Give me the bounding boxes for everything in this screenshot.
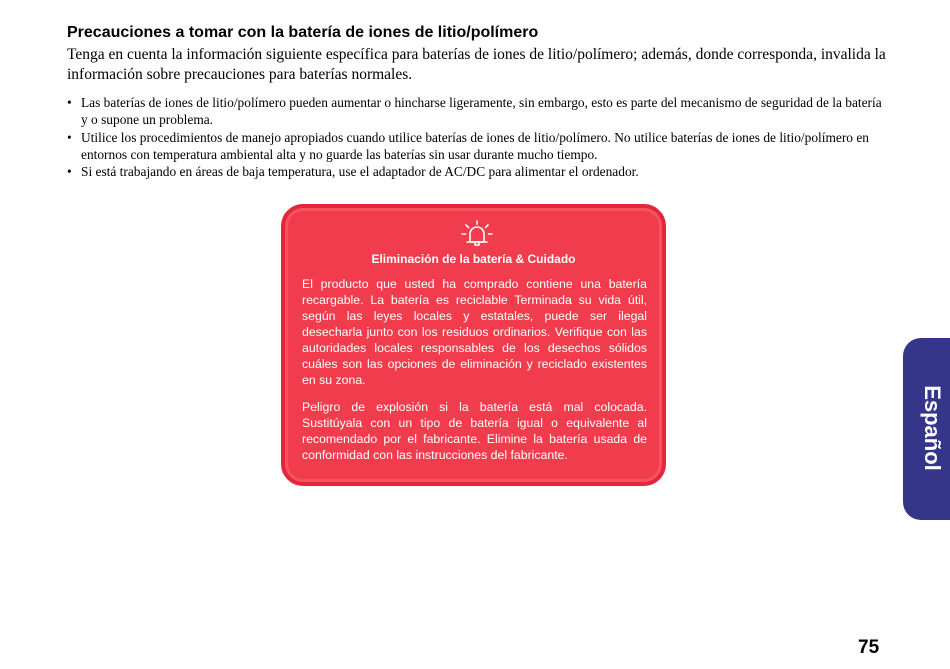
bullet-marker: • bbox=[67, 95, 72, 110]
language-tab-label: Español bbox=[920, 385, 945, 471]
callout-paragraph-explosion: Peligro de explosión si la batería está mal colocada. Sustitúyala con un tipo de batería igual o equivalente al recomendado por el fabricante. Elimine la batería usada de conformidad con las instrucciones del fabricante. bbox=[302, 400, 647, 462]
list-item bbox=[67, 94, 882, 128]
list-item-text: Si está trabajando en áreas de baja temperatura, use el adaptador de AC/DC para alimentar el ordenador. bbox=[81, 164, 639, 179]
list-item bbox=[67, 129, 882, 163]
alarm-warning-icon bbox=[460, 219, 494, 247]
page-number: 75 bbox=[858, 637, 880, 658]
bullet-marker: • bbox=[67, 130, 72, 145]
callout-paragraph-disposal: El producto que usted ha comprado contiene una batería recargable. La batería es reciclable Terminada su vida útil, según las leyes locales y estatales, puede ser ilegal desecharla junto con los residuos ordinarios. Verifique con las autoridades locales responsables de los desechos sólidos cuáles son las opciones de eliminación y reciclado existentes en su zona. bbox=[302, 277, 647, 387]
battery-disposal-callout bbox=[281, 204, 666, 486]
section-heading: Precauciones a tomar con la batería de iones de litio/polímero bbox=[67, 24, 539, 41]
list-item bbox=[67, 163, 882, 180]
list-item-text: Las baterías de iones de litio/polímero pueden aumentar o hincharse ligeramente, sin embargo, esto es parte del mecanismo de seguridad de la batería y o supone un problema. bbox=[81, 95, 882, 127]
precautions-list bbox=[67, 94, 882, 180]
bullet-marker: • bbox=[67, 164, 72, 179]
callout-title: Eliminación de la batería & Cuidado bbox=[371, 252, 576, 266]
list-item-text: Utilice los procedimientos de manejo apropiados cuando utilice baterías de iones de litio/polímero. No utilice baterías de iones de litio/polímero en entornos con temperatura ambiental alta y no guarde las baterías sin usar durante mucho tiempo. bbox=[81, 130, 869, 162]
intro-paragraph: Tenga en cuenta la información siguiente específica para baterías de iones de litio/polímero; además, donde corresponda, invalida la información sobre precauciones para baterías normales. bbox=[67, 46, 886, 83]
